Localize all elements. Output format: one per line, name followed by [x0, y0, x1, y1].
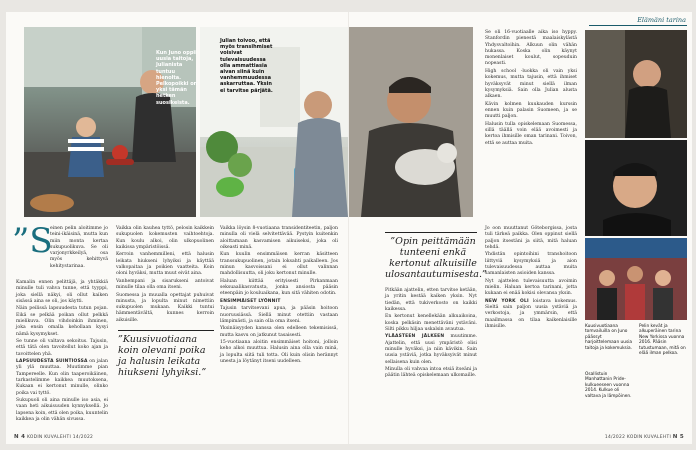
- photo-caption-5: Osallistuin Manhattanin Pride-kulkueeseen vuonna 2014. Kulkue oli valtava ja lämpöinen.: [585, 372, 632, 399]
- photo-caption-2: Julian toivoo, että myös transihmiset voisivat tulevaisuudessa olla ammattiasia aivan siinä kuin vanhemmuudessa askarruttaa. Yksin ei tarvitse pärjätä.: [220, 38, 273, 94]
- col5-p4: Halusin tulla opiskelemaan Suomessa, sillä täällä voin elää avoimesti ja kertoa ihmisille oman tarinani. Toivon, että se auttaa muita.: [485, 121, 577, 146]
- photo-caption-4: Pelin kevät ja alkuperäinen tarina New Yorkissa vuonna 2016. Pääsin tutustumaan, mitä on elää ilman pelkoa.: [639, 324, 686, 357]
- photo-illustration-3: [349, 27, 473, 217]
- pull-quote: ”Kuusivuotiaana koin olevani poika ja halusin leikata hiukseni lyhyiksi.”: [118, 334, 207, 378]
- col6-after-1: loistava kokemus. Sieltä sain paljon uusia ystäviä ja verkostoja, ja ymmärsin, että maailmassa on tilaa kaikenlaisille ihmisille.: [485, 298, 577, 330]
- col6-p3: Nyt ajattelen tulevaisuutta avoimin mielin. Haluan kertoa tarinani, jotta kukaan ei enää kokisi olevansa yksin.: [485, 278, 577, 297]
- folio-right-text: 14/2022 KODIN KUVALEHTI: [604, 435, 672, 440]
- col5-p3: Kävin kolmen kuukauden kurssin ennen kuin palasin Suomeen, ja se muutti paljon.: [485, 101, 577, 120]
- section-tag-rule: [589, 25, 687, 26]
- pull-quote-right: ”Opin peittämään tunteeni enkä kertonut alkuisille ulosantautumisesta.”: [385, 236, 487, 280]
- col2-p3: Vanhempani ja sisarukseni antoivat minulle tilaa olla oma itseni.: [116, 278, 214, 291]
- left-page: [6, 12, 348, 444]
- folio-right-number: N 5: [672, 434, 684, 440]
- col3-after-2: Yksinäisyyden kanssa olen edelleen tekemisissä, mutta kasvu on jatkunut tasaisesti.: [220, 326, 338, 338]
- folio-left-number: N 4: [14, 434, 26, 440]
- body-column-1b: [16, 280, 108, 424]
- col1-p1: Kamalin ennen pelittäjä, ja yhtäkkiä minulle tuli vahva tunne, että tyyppi, joka siellä näkyi, oli ollut kaiken sisässä aina se oli, jos käytti.: [16, 280, 108, 304]
- col6-p1: Jo oon muuttanut Göteborgissa, josta tuli tärkeä paikka. Olen oppinut siellä paljon itsestäni ja siitä, mitä haluan tehdä.: [485, 226, 577, 250]
- subheading-3: YLÄASTEEN JÄLKEEN: [385, 334, 445, 340]
- body-column-6: [485, 226, 577, 332]
- photo-close-portrait: [585, 140, 687, 236]
- col1-p3: Se tunne oli valtava sekoitus. Tajusin, että tätä olen tavoitellut koko ajan ja tavoittelen yhä.: [16, 339, 108, 357]
- photo-portrait-dog: [349, 27, 473, 217]
- col2-p1: Vaikka olin kauhea tyttö, pelosin kaikkein sukupuolen kokemusten vaihtoehtoja. Kun koulu alkoi, olin ulkopuolinen kaikissa ympäristöissä.: [116, 226, 214, 250]
- right-page: [349, 12, 692, 444]
- col3-p3: Haluan kiittää erityisesti Pirkanmaan seksuaalikasvatusta, jonka ansiosta pääsin eteenpäin jo kouluaikana, kun sitä vähiten odotin.: [220, 278, 338, 297]
- col2-p4: Suomessa ja muualla opettajat puhuivat minusta, ja lopulta minut nimettiin sukupuolen mukaan. Kaikki tuntui hämmentävältä, kunnes kerroin aikuisille.: [116, 292, 214, 323]
- subheading-4: NEW YORK OLI: [485, 298, 529, 304]
- body-column-4: [385, 288, 477, 381]
- photo-street-portrait: [585, 30, 687, 138]
- col3-after-3: 15-vuotiaana aloitin ensimmäiset hoitoni, jolloin keho alkoi muuttua. Halusin aina olla vain minä, ja lopulta siitä tuli totta. Oli kuin olisin herännyt unesta ja löytänyt itseni uudelleen.: [220, 340, 338, 365]
- photo-group-pride: [585, 238, 687, 320]
- col1-after-2: Sukupuoli oli aina minulle iso asia, ei vaan heti aikuisuuden kynnyksellä. Jo lapsena koin, että olen poika, kuuntelin kaikkea ja olin vähän sivussa.: [16, 398, 109, 422]
- body-column-3: [220, 226, 338, 367]
- col2-p2: Kerroin vanhemmilleni, että halusin leikata hiukseni lyhyiksi ja käyttää valkopaitaa ja poikien vaatteita. Koin oloni hyväksi, mutta muut eivät aina.: [116, 252, 214, 277]
- section-tag: Elämäni tarina: [637, 16, 686, 24]
- quote-rule-right: [385, 232, 477, 233]
- col4-after-2: Minulla oli vahvaa intoa etsiä itseäni ja päätin lähteä opiskelemaan ulkomaille.: [385, 367, 477, 379]
- body-column-2: [116, 226, 214, 325]
- photo-illustration-4: [585, 30, 687, 138]
- col5-p2: High school -luokka oli vain yksi kokemus, mutta tajusin, että ihmiset hyväksyvät minut siellä ilman kysymyksiä. Sain olla Julian alusta alkaen.: [485, 68, 577, 100]
- body-column-1: [50, 226, 108, 271]
- col6-p2: Yhdistän opintoihini transhoitoon liittyviä kysymyksiä ja aion tulevaisuudessa auttaa muita samanlaisten asioiden kanssa.: [485, 252, 577, 277]
- dropcap: ”S: [12, 221, 53, 261]
- col1-p2: Näin peilissä lapsuudesta tutun pojan. Eikä se pelkää poikan ollut pelkkä mielikuva. Olin vihdoinkin ihminen, joka ensin omalla kehollaan kysyi nämä kysymykset.: [16, 306, 108, 337]
- col4-p2: En kertonut kenellekään alkuaikoina, koska pelkäsin menettäväni ystäväni. Silti pikku hiljaa uskalsin avautua.: [385, 314, 477, 332]
- col4-p1: Pitkään ajattelin, etten tarvitse ketään, ja yritin kestää kaiken yksin. Nyt tiedän, että tukiverkosto on kaikki kaikessa.: [385, 288, 477, 312]
- photo-illustration-6: [585, 238, 687, 320]
- quote-rule-top: [118, 330, 214, 331]
- folio-left-text: KODIN KUVALEHTI 14/2022: [26, 435, 94, 440]
- subheading-1: LAPSUUDESTA SUINTIOSSA: [16, 359, 88, 365]
- col1-lead: einen pelin aloitimme jo teini-ikäisinä, mutta kun miin monta kertaa sukupuolikuva. Se oli varjonyrkkeilyä, osa myös kehittyvä kehitystarinaa.: [50, 226, 108, 269]
- col3-after-1: Tajusin tarvitsevani apua, ja pääsin hoitoon nuoruusiässä. Siellä minut otettiin vastaan lämpimästi, ja sain olla oma itseni.: [220, 306, 338, 324]
- folio-left: [14, 434, 93, 440]
- subheading-2: ENSIMMÄISET LYÖNNIT: [220, 298, 281, 304]
- col4-after-1: muutimme. Ajattelin, että uusi ympäristö olisi minulle hyväksi, ja niin kävikin. Sain uusia ystäviä, jotka hyväksyivät minut sellaisena kuin olen.: [385, 334, 477, 365]
- body-column-5: [485, 30, 577, 148]
- col3-p1: Vaikka löysin 8-vuotiaana transidentiteetin, paljon minulla oli vielä selvitettävää. Pystyin kuitenkin aloittamaan kasvamisen aikuiseksi, joka oli oikeasti minä.: [220, 226, 338, 250]
- photo-caption-3: Kuusivuotiaana tomvailuilla on Juno päässyt harjoittelemaan uusia taitoja ja kokemuksia.: [585, 324, 633, 351]
- col5-p1: Se oli 16-vuotiaalle aika iso hyppy. Stanfordin pienestä maalaiskylästä Yhdysvaltoihin. Alkuun olin vähän hukassa. Koska olin käynyt monenlaiset koulut, sopeuduin nopeasti.: [485, 30, 577, 67]
- folio-right: [605, 434, 684, 440]
- col3-p2: Kun kuulin ensimmäisen kerran käsitteen transsukupuolinen, jotain loksahti paikalleen. Jos minun kasvoissani ei ollut valinnan mahdollisuutta, oli joku kertonut minulle.: [220, 252, 338, 277]
- photo-caption-1: Kun Juno oppii uusia taitoja, Julianista tuntuu hienolta. Pelkopoikki on yksi tämän hetken suosikeista.: [156, 50, 198, 106]
- photo-illustration-5: [585, 140, 687, 236]
- col1-after-1: on jalan yli ylä muuttaa. Muutimme pian Tampereelle. Kun olin taaperoikäinen, tarkastelimme kaikkea muutoksena, Kukaan ei kertonut minulle, olinko poika vai tyttö.: [16, 359, 109, 396]
